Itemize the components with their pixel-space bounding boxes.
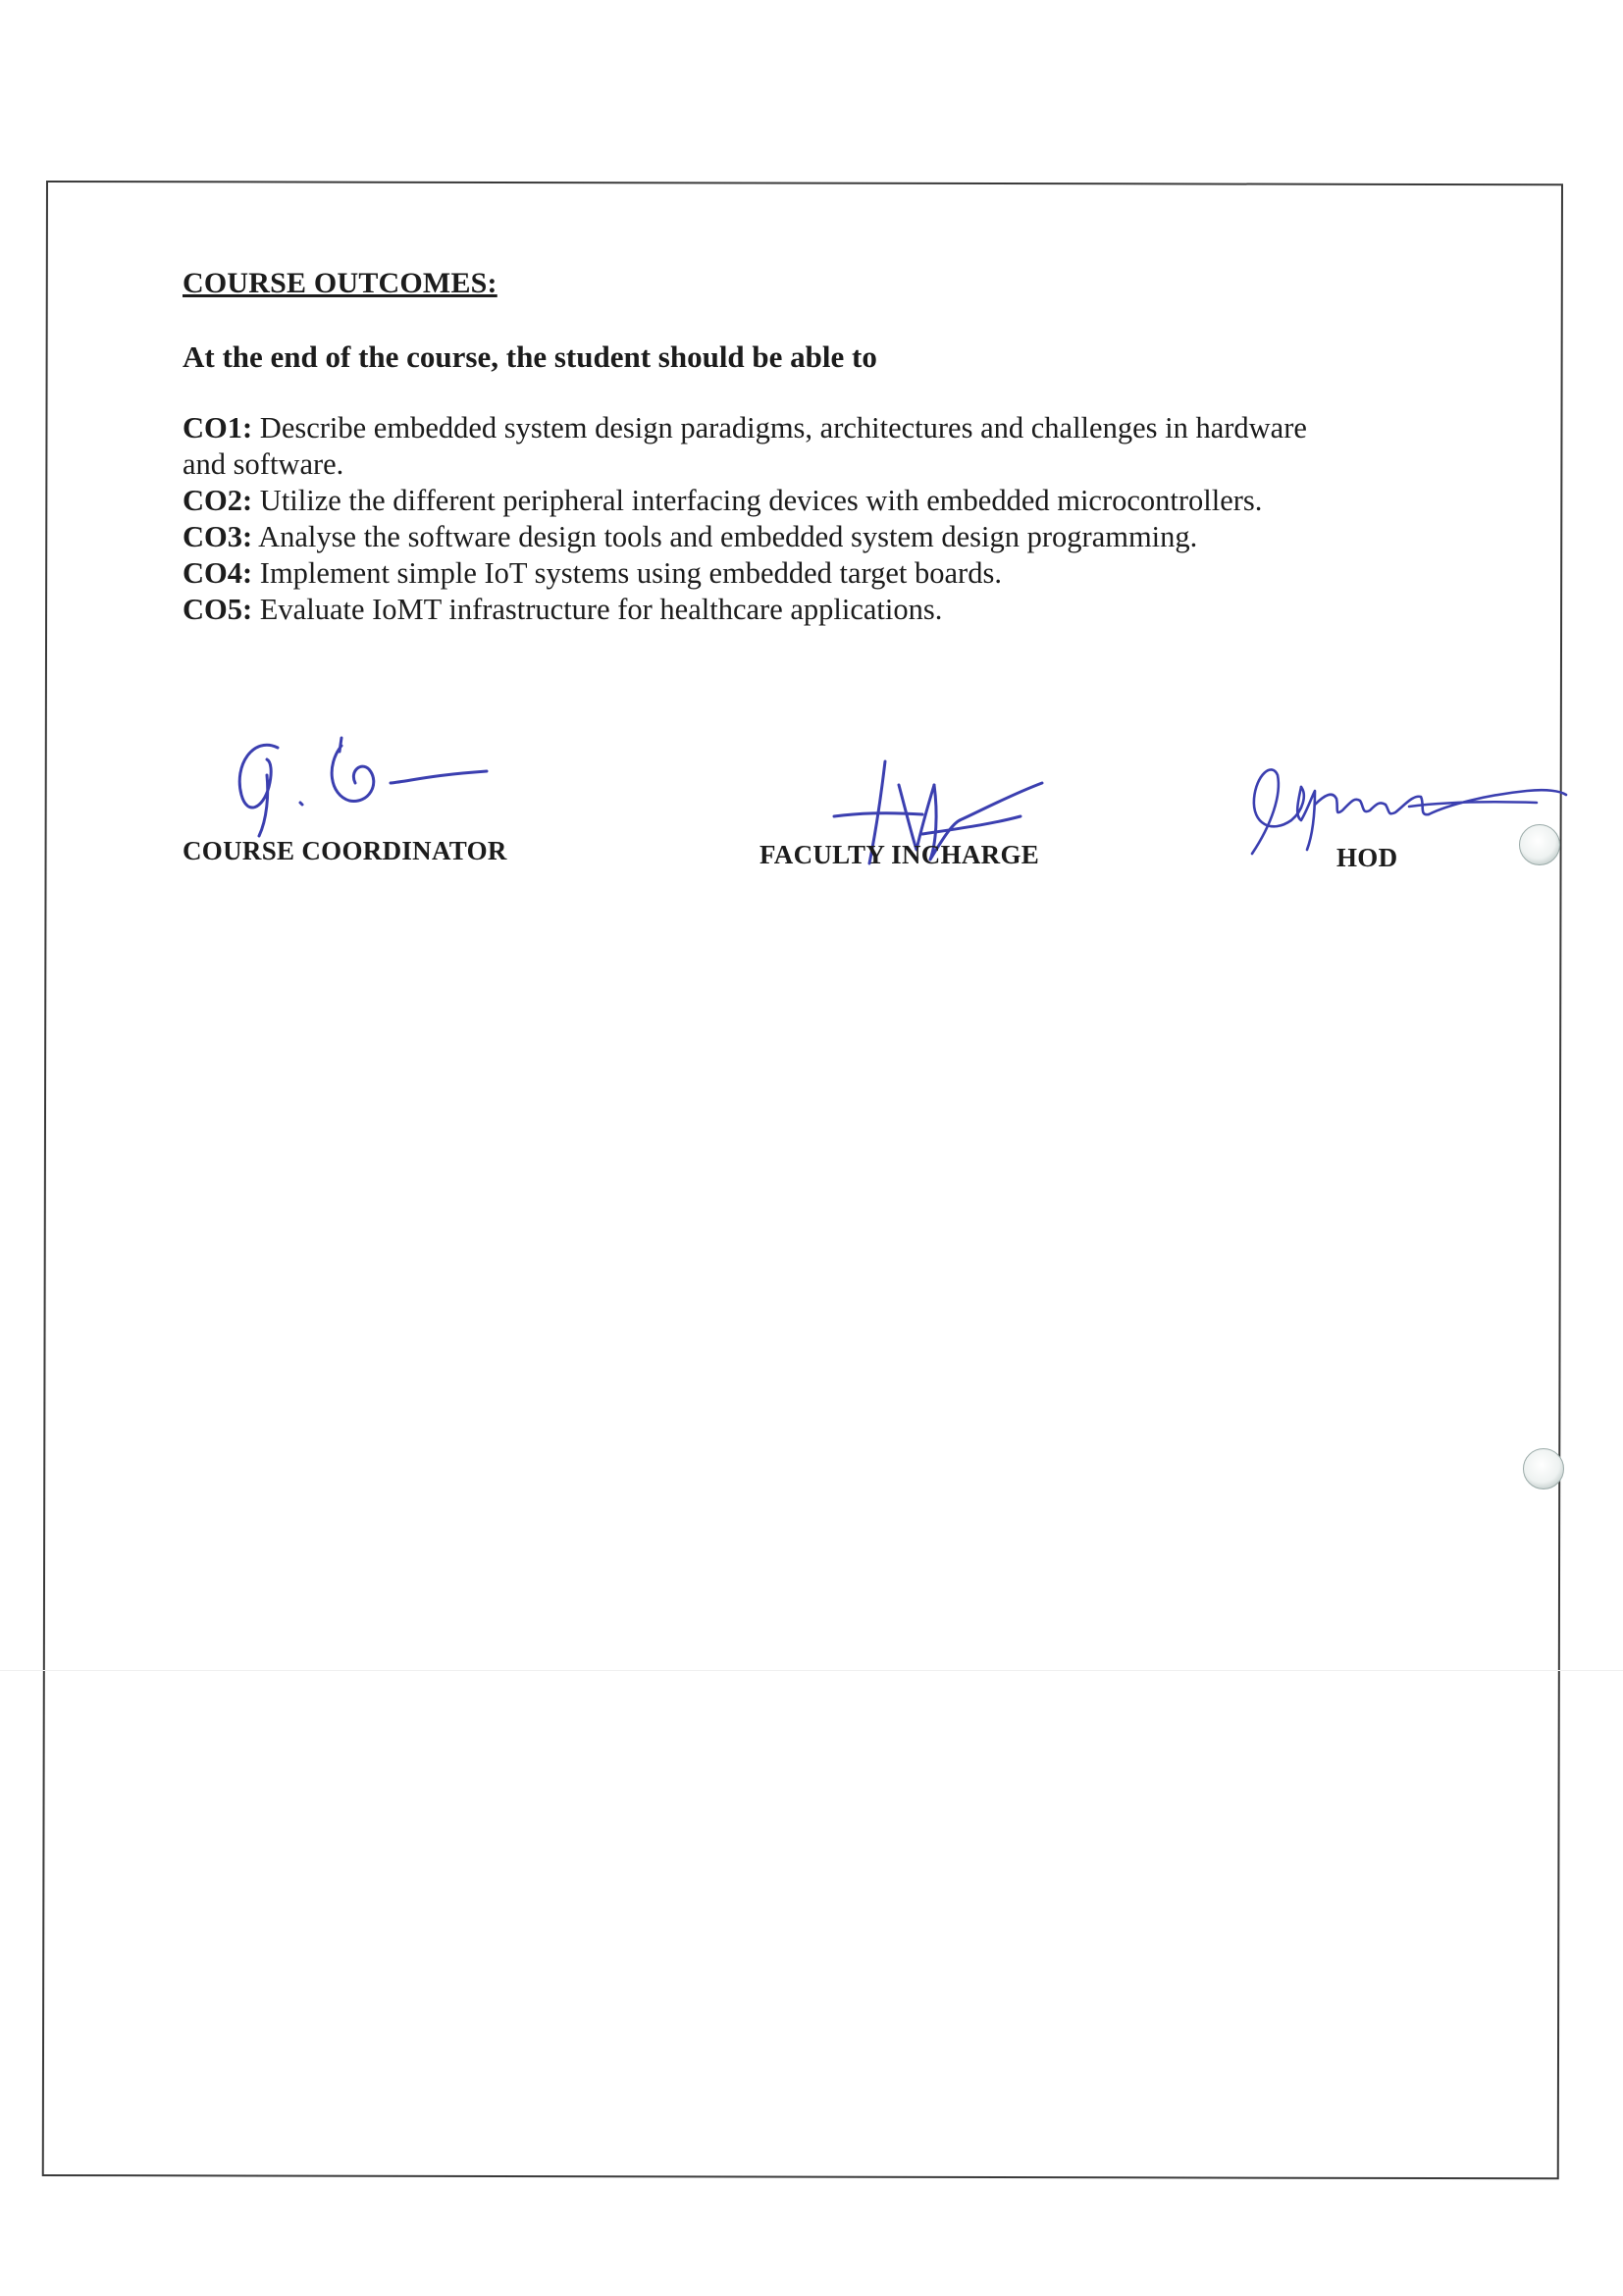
outcomes-list — [183, 410, 1409, 628]
outcome-code: CO2: — [183, 484, 253, 517]
outcome-code: CO5: — [183, 593, 253, 626]
outcome-text: Analyse the software design tools and embedded system design programming. — [252, 520, 1198, 553]
outcome-item — [183, 483, 1409, 519]
outcome-code: CO4: — [183, 556, 253, 590]
course-coordinator-label: COURSE COORDINATOR — [183, 836, 507, 865]
punch-hole — [1519, 824, 1560, 865]
faculty-incharge-label: FACULTY INCHARGE — [759, 840, 1040, 869]
outcome-continuation: and software. — [183, 447, 344, 481]
outcome-text: Utilize the different peripheral interfacing devices with embedded microcontrollers. — [252, 484, 1263, 517]
outcome-text: Describe embedded system design paradigms, architectures and challenges in hardware — [252, 411, 1307, 444]
outcome-code: CO3: — [183, 520, 253, 553]
outcome-text: Implement simple IoT systems using embedded target boards. — [252, 556, 1002, 590]
outcome-code: CO1: — [183, 411, 253, 444]
intro-sentence: At the end of the course, the student should be able to — [183, 339, 877, 374]
outcome-item — [183, 519, 1409, 555]
outcome-item — [183, 410, 1409, 446]
scan-artifact-line — [0, 1670, 1623, 1671]
outcome-item — [183, 592, 1409, 628]
section-heading: COURSE OUTCOMES: — [183, 267, 497, 299]
outcome-text: Evaluate IoMT infrastructure for healthcare applications. — [252, 593, 943, 626]
course-outcomes-section — [183, 267, 1409, 628]
coordinator-signature — [224, 726, 498, 844]
punch-hole — [1523, 1448, 1564, 1489]
outcome-item — [183, 555, 1409, 592]
hod-label: HOD — [1336, 843, 1398, 872]
